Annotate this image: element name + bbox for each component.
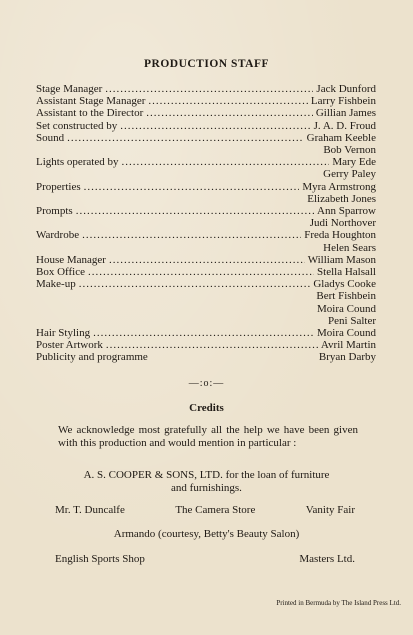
thanks-row-3 — [55, 553, 355, 565]
staff-role: Hair Styling — [36, 327, 91, 340]
leader-dots — [88, 266, 314, 278]
staff-row — [36, 181, 376, 193]
leader-dots — [146, 107, 313, 119]
staff-row — [36, 205, 376, 217]
staff-name: Avril Martin — [320, 339, 376, 352]
staff-name: Stella Halsall — [317, 266, 376, 279]
staff-role: House Manager — [36, 253, 106, 266]
staff-role: Box Office — [36, 266, 85, 279]
staff-name-additional: Judi Northover — [309, 217, 376, 230]
credits-company — [0, 469, 413, 495]
staff-name: Freda Houghton — [304, 229, 376, 242]
leader-dots — [109, 254, 305, 266]
staff-row — [36, 266, 376, 278]
thanks-name: Mr. T. Duncalfe — [55, 504, 125, 516]
company-line-1: A. S. COOPER & SONS, LTD. for the loan of furniture — [83, 469, 330, 481]
staff-role: Wardrobe — [36, 229, 80, 242]
staff-role: Assistant to the Director — [36, 107, 144, 120]
thanks-row-1 — [55, 504, 355, 516]
staff-name-additional: Peni Salter — [328, 314, 376, 327]
staff-row — [36, 339, 376, 351]
staff-name: Myra Armstrong — [302, 180, 376, 193]
staff-role: Lights operated by — [36, 156, 119, 169]
staff-row — [36, 254, 376, 266]
staff-role: Properties — [36, 180, 81, 193]
leader-dots — [148, 95, 308, 107]
staff-row — [36, 83, 376, 95]
staff-row — [36, 132, 376, 144]
staff-row — [36, 156, 376, 168]
leader-dots — [120, 120, 310, 132]
leader-dots — [121, 156, 329, 168]
leader-dots — [105, 83, 313, 95]
staff-row — [36, 107, 376, 119]
staff-name-additional: Helen Sears — [323, 241, 376, 254]
staff-role: Publicity and programme — [36, 351, 148, 364]
staff-role: Set constructed by — [36, 119, 118, 132]
staff-role: Stage Manager — [36, 83, 103, 95]
thanks-row-2: Armando (courtesy, Betty's Beauty Salon) — [113, 528, 300, 540]
credits-heading: Credits — [189, 402, 224, 414]
staff-name-additional: Bob Vernon — [323, 144, 376, 157]
staff-role: Prompts — [36, 205, 73, 218]
staff-name: Gladys Cooke — [313, 278, 376, 291]
staff-role: Poster Artwork — [36, 339, 103, 352]
staff-name-additional: Moira Cound — [317, 302, 376, 315]
staff-name: Bryan Darby — [318, 351, 376, 364]
staff-name-additional: Elizabeth Jones — [307, 192, 376, 205]
printer-credit: Printed in Bermuda by The Island Press Ltd. — [276, 599, 401, 607]
staff-name: J. A. D. Froud — [313, 119, 376, 132]
leader-dots — [84, 181, 300, 193]
staff-name-additional: Gerry Paley — [323, 168, 376, 181]
credits-paragraph: We acknowledge most gratefully all the help we have been given with this production and would mention in particular : — [58, 424, 358, 449]
staff-row — [36, 278, 376, 290]
thanks-name: English Sports Shop — [55, 553, 145, 565]
staff-list — [36, 83, 376, 364]
leader-dots — [67, 132, 304, 144]
company-line-2: and furnishings. — [171, 482, 242, 494]
leader-dots — [93, 327, 314, 339]
staff-role: Assistant Stage Manager — [36, 95, 146, 108]
staff-row — [36, 327, 376, 339]
staff-name: Moira Cound — [317, 327, 376, 340]
staff-name: Jack Dunford — [316, 83, 376, 95]
section-divider: —:o:— — [188, 378, 225, 389]
thanks-name: The Camera Store — [175, 504, 256, 516]
thanks-name: Masters Ltd. — [299, 553, 355, 565]
thanks-name: Vanity Fair — [305, 504, 355, 516]
page-title: PRODUCTION STAFF — [143, 58, 270, 70]
leader-dots — [79, 278, 311, 290]
leader-dots — [106, 339, 318, 351]
staff-row — [36, 95, 376, 107]
staff-name: Mary Ede — [332, 156, 376, 169]
staff-name: William Mason — [307, 253, 376, 266]
staff-name: Larry Fishbein — [310, 95, 376, 108]
staff-name-additional: Bert Fishbein — [316, 290, 376, 303]
staff-name: Ann Sparrow — [317, 205, 376, 218]
staff-row — [36, 351, 376, 363]
staff-name: Gillian James — [315, 107, 376, 120]
staff-row — [36, 229, 376, 241]
staff-name: Graham Keeble — [306, 131, 376, 144]
staff-role: Make-up — [36, 278, 76, 291]
staff-role: Sound — [36, 131, 65, 144]
staff-row — [36, 120, 376, 132]
leader-dots — [76, 205, 314, 217]
leader-dots — [82, 229, 301, 241]
